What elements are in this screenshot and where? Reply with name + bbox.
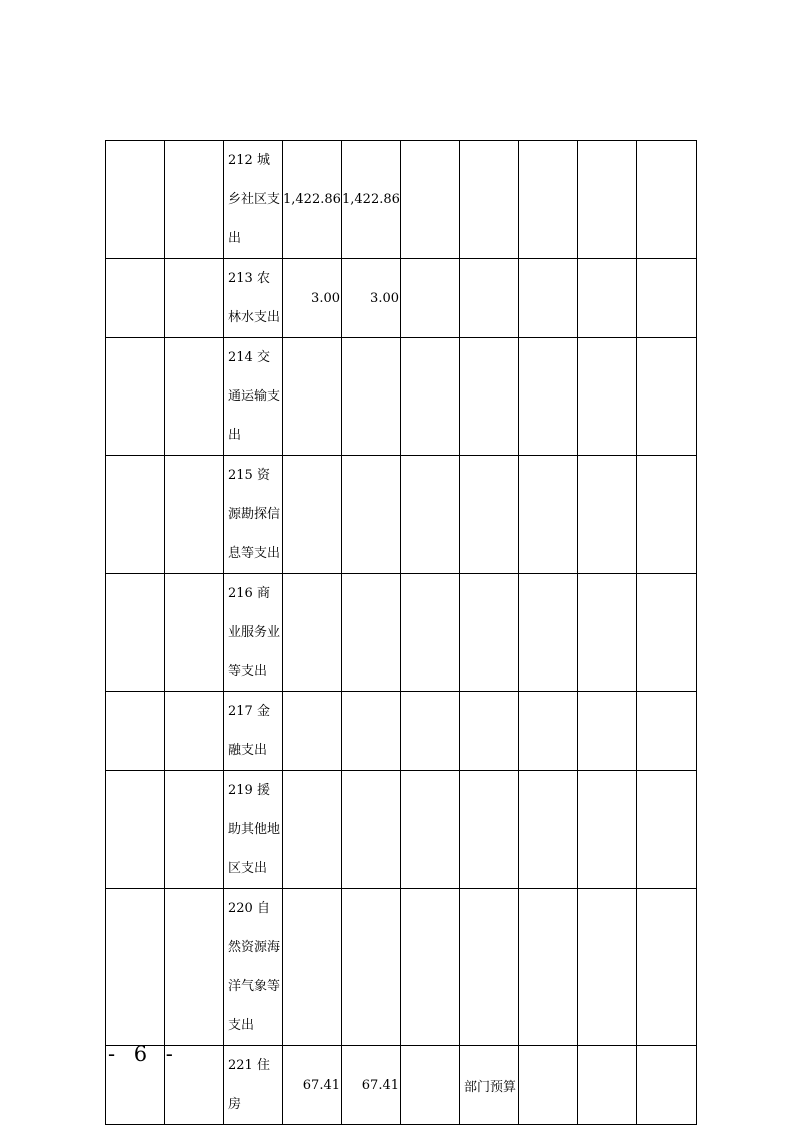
table-row (106, 889, 697, 1046)
table-row (106, 574, 697, 692)
value-cell (460, 771, 519, 889)
row-label: 215 资源勘探信息等支出 (224, 456, 283, 574)
table-cell (106, 692, 165, 771)
value-cell (519, 574, 578, 692)
value-cell (342, 692, 401, 771)
value-cell (578, 771, 637, 889)
row-label: 216 商业服务业等支出 (224, 574, 283, 692)
value-cell (401, 141, 460, 259)
row-label: 217 金融支出 (224, 692, 283, 771)
value-cell (578, 338, 637, 456)
value-cell: 3.00 (342, 259, 401, 338)
value-cell (460, 338, 519, 456)
value-cell (519, 259, 578, 338)
table-cell (106, 889, 165, 1046)
value-cell (637, 259, 697, 338)
table-cell (165, 692, 224, 771)
value-cell (342, 456, 401, 574)
value-cell (578, 1046, 637, 1125)
value-cell (283, 574, 342, 692)
value-cell (342, 338, 401, 456)
value-cell (578, 456, 637, 574)
table-cell (165, 574, 224, 692)
value-cell: 1,422.86 (283, 141, 342, 259)
value-cell: 67.41 (283, 1046, 342, 1125)
table-cell (165, 338, 224, 456)
value-cell (283, 771, 342, 889)
table-cell (106, 338, 165, 456)
value-cell (460, 889, 519, 1046)
value-cell (637, 574, 697, 692)
value-cell (401, 771, 460, 889)
value-cell (519, 338, 578, 456)
table-cell (106, 574, 165, 692)
value-cell (637, 338, 697, 456)
budget-table (105, 140, 697, 1125)
table-cell (165, 456, 224, 574)
table-cell (165, 141, 224, 259)
value-cell (283, 889, 342, 1046)
value-cell (283, 338, 342, 456)
table-row (106, 456, 697, 574)
table-cell (106, 456, 165, 574)
table-cell (106, 259, 165, 338)
value-cell (460, 456, 519, 574)
value-cell (637, 456, 697, 574)
value-cell (460, 259, 519, 338)
row-label: 213 农林水支出 (224, 259, 283, 338)
value-cell (519, 1046, 578, 1125)
value-cell (637, 692, 697, 771)
value-cell (637, 1046, 697, 1125)
table-cell (165, 771, 224, 889)
value-cell (578, 574, 637, 692)
table-cell (165, 259, 224, 338)
value-cell (519, 456, 578, 574)
row-label: 212 城乡社区支出 (224, 141, 283, 259)
value-cell (342, 889, 401, 1046)
row-label: 219 援助其他地区支出 (224, 771, 283, 889)
table-cell (106, 141, 165, 259)
value-cell (401, 456, 460, 574)
value-cell: 67.41 (342, 1046, 401, 1125)
value-cell (401, 1046, 460, 1125)
value-cell (401, 692, 460, 771)
value-cell (519, 771, 578, 889)
table-row (106, 771, 697, 889)
value-cell: 1,422.86 (342, 141, 401, 259)
table-row (106, 141, 697, 259)
value-cell (637, 889, 697, 1046)
value-cell (401, 574, 460, 692)
value-cell (519, 141, 578, 259)
table-row (106, 1046, 697, 1125)
row-label: 221 住房 (224, 1046, 283, 1125)
value-cell (342, 771, 401, 889)
value-cell (460, 692, 519, 771)
table-row (106, 692, 697, 771)
row-label: 214 交通运输支出 (224, 338, 283, 456)
value-cell (401, 338, 460, 456)
value-cell (283, 456, 342, 574)
value-cell (578, 141, 637, 259)
table-row (106, 338, 697, 456)
page-number: - 6 - (108, 1042, 179, 1066)
value-cell (637, 771, 697, 889)
value-cell (578, 259, 637, 338)
value-cell (401, 259, 460, 338)
value-cell: 3.00 (283, 259, 342, 338)
table-cell (165, 889, 224, 1046)
value-cell: 部门预算 (460, 1046, 519, 1125)
row-label: 220 自然资源海洋气象等支出 (224, 889, 283, 1046)
value-cell (578, 889, 637, 1046)
value-cell (637, 141, 697, 259)
table-row (106, 259, 697, 338)
value-cell (578, 692, 637, 771)
table-cell (106, 771, 165, 889)
value-cell (519, 692, 578, 771)
value-cell (342, 574, 401, 692)
value-cell (283, 692, 342, 771)
value-cell (519, 889, 578, 1046)
value-cell (401, 889, 460, 1046)
value-cell (460, 574, 519, 692)
value-cell (460, 141, 519, 259)
